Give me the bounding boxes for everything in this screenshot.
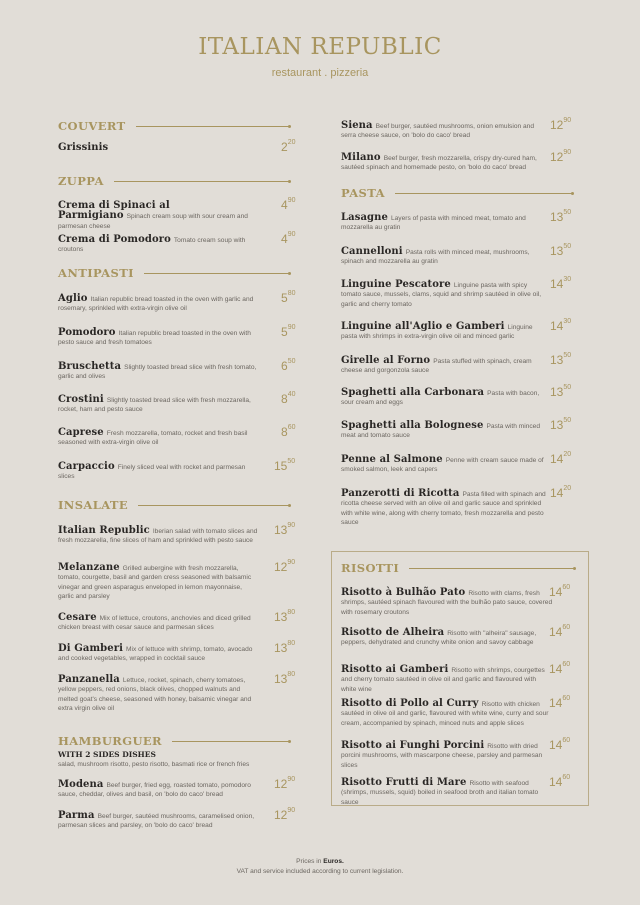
menu-item [341, 209, 579, 233]
menu-item [341, 149, 579, 173]
menu-item [58, 609, 298, 633]
price-decimals: 80 [287, 609, 296, 616]
item-description: Risotto with dried porcini mushrooms, with mascarpone cheese, parsley and parmesan slices [341, 743, 543, 769]
section-header-pasta [341, 186, 573, 200]
price-int: 13 [274, 610, 288, 624]
price-decimals: 20 [563, 485, 572, 492]
item-price [550, 385, 571, 399]
price-int: 14 [549, 775, 563, 789]
item-name: Risotto de Alheira [341, 627, 445, 638]
price-int: 14 [549, 738, 563, 752]
menu-item [58, 458, 298, 482]
item-name: Girelle al Forno [341, 355, 431, 366]
item-description: Beef burger, sautéed mushrooms, caramelised onion, parmesan slices and parsley, on 'bolo do caco' bread [58, 813, 255, 830]
section-divider [172, 741, 290, 742]
item-price [281, 198, 295, 212]
restaurant-subtitle: restaurant . pizzeria [271, 67, 369, 79]
item-name: Bruschetta [58, 361, 122, 372]
menu-item [341, 451, 579, 475]
price-int: 8 [281, 425, 288, 439]
item-description: Italian republic bread toasted in the oven with garlic and rosemary, sprinkled with extra-virgin olive oil [58, 296, 254, 313]
item-description: Tomato cream soup with croutons [58, 237, 246, 254]
item-name: Linguine Pescatore [341, 279, 451, 290]
item-name: Panzanella [58, 674, 120, 685]
item-name: Linguine all'Aglio e Gamberi [341, 321, 505, 332]
price-int: 14 [549, 625, 563, 639]
menu-item [341, 737, 579, 770]
item-name: Di Gamberi [58, 643, 123, 654]
item-price [274, 610, 295, 624]
section-title: HAMBURGUER [58, 734, 162, 748]
price-int: 14 [550, 452, 564, 466]
menu-item [58, 559, 298, 601]
section-header-hamburguer [58, 734, 290, 748]
price-int: 13 [550, 418, 564, 432]
section-header-couvert [58, 119, 290, 133]
item-description: Italian republic bread toasted in the oven with pesto sauce and fresh tomatoes [58, 330, 251, 347]
price-decimals: 80 [287, 640, 296, 647]
item-price [550, 452, 571, 466]
item-price [549, 775, 570, 789]
price-int: 8 [281, 392, 288, 406]
item-description: Pasta with bacon, sour cream and eggs [341, 390, 540, 407]
price-int: 12 [274, 560, 288, 574]
menu-item [58, 807, 298, 831]
item-name: Cesare [58, 612, 97, 623]
menu-item [58, 776, 298, 800]
price-int: 14 [549, 662, 563, 676]
section-divider [409, 568, 575, 569]
price-int: 12 [550, 150, 564, 164]
item-description: Pasta filled with spinach and ricotta cheese served with an olive oil and garlic sauce and sprinkled with white wine, along with cherry tomato, fresh mozzarella and pesto sauce [341, 491, 546, 526]
menu-item [341, 318, 579, 342]
item-description: Risotto with "alheira" sausage, peppers, dehydrated and crunchy white onion and savoy cabbage [341, 630, 537, 647]
section-header-antipasti [58, 266, 290, 280]
price-decimals: 60 [562, 737, 571, 744]
item-price [550, 210, 571, 224]
item-price [274, 641, 295, 655]
item-description: Linguine pasta with shrimps in extra-virgin olive oil and minced garlic [341, 324, 533, 341]
menu-item [341, 384, 579, 408]
menu-item [341, 276, 579, 309]
item-price [281, 425, 295, 439]
item-price [274, 523, 295, 537]
item-price [550, 150, 571, 164]
item-price [281, 291, 295, 305]
price-decimals: 50 [563, 209, 572, 216]
item-description: Slightly toasted bread slice with fresh mozzarella, rocket, ham and pesto sauce [58, 397, 251, 414]
item-price [550, 486, 571, 500]
item-name: Panzerotti di Ricotta [341, 488, 460, 499]
price-int: 13 [550, 244, 564, 258]
item-name: Crema di Pomodoro [58, 234, 171, 245]
price-int: 6 [281, 359, 288, 373]
price-int: 13 [550, 210, 564, 224]
item-name: Risotto ai Funghi Porcini [341, 740, 485, 751]
item-description: Pasta stuffed with spinach, cream cheese and gorgonzola sauce [341, 358, 532, 375]
menu-item [58, 324, 298, 348]
item-name: Italian Republic [58, 525, 150, 536]
item-name: Spaghetti alla Carbonara [341, 387, 485, 398]
price-decimals: 90 [287, 231, 296, 238]
price-int: 14 [550, 319, 564, 333]
price-int: 2 [281, 140, 288, 154]
item-name: Carpaccio [58, 461, 115, 472]
section-divider [114, 181, 290, 182]
price-int: 5 [281, 325, 288, 339]
item-description: Iberian salad with tomato slices and fresh mozzarella, fine slices of ham and sprinkled with pesto sauce [58, 528, 258, 545]
item-price [274, 672, 295, 686]
section-title: PASTA [341, 186, 385, 200]
price-decimals: 90 [287, 807, 296, 814]
price-int: 15 [274, 459, 288, 473]
price-decimals: 30 [563, 318, 572, 325]
menu-item [58, 522, 298, 546]
item-description: Linguine pasta with spicy tomato sauce, mussels, clams, squid and shrimp sautéed in olive oil, garlic and cherry tomato [341, 282, 542, 308]
section-header-risotti [341, 561, 575, 575]
item-name: Penne al Salmone [341, 454, 443, 465]
price-decimals: 50 [563, 384, 572, 391]
section-title: ANTIPASTI [58, 266, 134, 280]
item-description: Mix of lettuce with shrimp, tomato, avocado and cooked vegetables, wrapped in cocktail sauce [58, 646, 253, 663]
item-description: Finely sliced veal with rocket and parmesan slices [58, 464, 246, 481]
menu-item [341, 485, 579, 527]
item-description: Beef burger, fresh mozzarella, crispy dry-cured ham, sautéed spinach and homemade pesto, on 'bolo do caco' bread [341, 155, 537, 172]
item-price [281, 325, 295, 339]
item-description: Fresh mozzarella, tomato, rocket and fresh basil seasoned with extra-virgin olive oil [58, 430, 248, 447]
restaurant-title: ITALIAN REPUBLIC [198, 34, 442, 60]
footer-prices-prefix: Prices in [296, 858, 322, 865]
price-decimals: 60 [287, 424, 296, 431]
menu-item [58, 139, 298, 154]
price-int: 13 [550, 385, 564, 399]
item-name: Caprese [58, 427, 104, 438]
item-price [549, 696, 570, 710]
section-divider [144, 273, 290, 274]
item-name: Spaghetti alla Bolognese [341, 420, 484, 431]
price-decimals: 60 [562, 624, 571, 631]
price-decimals: 90 [287, 324, 296, 331]
price-int: 13 [274, 672, 288, 686]
price-decimals: 90 [287, 522, 296, 529]
menu-item [341, 117, 579, 141]
item-name: Lasagne [341, 212, 388, 223]
item-price [281, 232, 295, 246]
item-description: Grilled aubergine with fresh mozzarella, tomato, courgette, basil and garden cress seasoned with balsamic vinegar and green asparagus enveloped in lemon mayonnaise, garlic and parsley [58, 565, 252, 600]
price-decimals: 80 [287, 290, 296, 297]
price-decimals: 90 [563, 117, 572, 124]
item-price [274, 459, 295, 473]
price-int: 12 [274, 777, 288, 791]
price-int: 12 [274, 808, 288, 822]
item-price [550, 319, 571, 333]
price-decimals: 60 [562, 584, 571, 591]
price-decimals: 90 [287, 559, 296, 566]
item-price [549, 738, 570, 752]
section-divider [136, 126, 290, 127]
section-header-insalate [58, 498, 290, 512]
menu-item [341, 417, 579, 441]
price-decimals: 50 [563, 352, 572, 359]
menu-item [341, 774, 579, 807]
item-description: Lettuce, rocket, spinach, cherry tomatoes, yellow peppers, red onions, black olives, chopped walnuts and melted goat's cheese, seasoned with honey, balsamic vinegar and extra virgin olive oil [58, 677, 252, 712]
menu-item [58, 671, 298, 713]
item-name: Crostini [58, 394, 104, 405]
section-title: INSALATE [58, 498, 129, 512]
price-int: 13 [274, 641, 288, 655]
item-price [274, 808, 295, 822]
item-name: Modena [58, 779, 104, 790]
item-description: Beef burger, sautéed mushrooms, onion emulsion and serra cheese sauce, on 'bolo do caco' bread [341, 123, 534, 140]
item-description: Risotto with seafood (shrimps, mussels, squid) boiled in seafood broth and italian tomato sauce [341, 780, 539, 806]
section-title: RISOTTI [341, 561, 400, 575]
price-decimals: 40 [287, 391, 296, 398]
menu-item [58, 197, 298, 231]
menu-item [58, 231, 298, 255]
price-decimals: 90 [287, 776, 296, 783]
item-price [549, 662, 570, 676]
footer-vat-note: VAT and service included according to current legislation. [236, 868, 404, 875]
item-price [281, 392, 295, 406]
price-decimals: 50 [287, 458, 296, 465]
price-int: 12 [550, 118, 564, 132]
menu-item [58, 640, 298, 664]
menu-item [341, 624, 579, 648]
item-price [281, 140, 295, 154]
item-price [550, 277, 571, 291]
menu-item [341, 243, 579, 267]
item-description: Pasta rolls with minced meat, mushrooms, spinach and mozzarella au gratin [341, 249, 530, 266]
menu-item [341, 584, 579, 617]
item-description: Layers of pasta with minced meat, tomato and mozzarella au gratin [341, 215, 526, 232]
menu-item [58, 424, 298, 448]
price-int: 5 [281, 291, 288, 305]
item-name: Risotto Frutti di Mare [341, 777, 467, 788]
price-decimals: 50 [563, 243, 572, 250]
item-price [550, 118, 571, 132]
price-int: 13 [274, 523, 288, 537]
price-decimals: 80 [287, 671, 296, 678]
item-name: Siena [341, 120, 373, 131]
item-description: Risotto with chicken sautéed in olive oil and garlic, flavoured with white wine, curry and sour cream, accompanied by spinach, minced nuts and apple slices [341, 701, 549, 727]
item-name: Crema di Spinaci al Parmigiano [58, 200, 170, 222]
section-divider [395, 193, 573, 194]
section-header-zuppa [58, 174, 290, 188]
item-description: Risotto with clams, fresh shrimps, sautéed spinach flavoured with the bulhão pato sauce, covered with rosemary croutons [341, 590, 553, 616]
item-description: Slightly toasted bread slice with fresh tomato, garlic and olives [58, 364, 257, 381]
item-price [274, 560, 295, 574]
item-description: Pasta with minced meat and tomato sauce [341, 423, 540, 440]
item-name: Risotto ai Gamberi [341, 664, 449, 675]
item-price [550, 244, 571, 258]
price-int: 4 [281, 232, 288, 246]
footer-currency-value: Euros. [323, 858, 344, 865]
section-subtitle-description: salad, mushroom risotto, pesto risotto, basmati rice or french fries [58, 761, 250, 768]
item-description: Mix of lettuce, croutons, anchovies and diced grilled chicken breast with cesar sauce and parmesan slices [58, 615, 251, 632]
item-price [550, 418, 571, 432]
price-int: 14 [549, 696, 563, 710]
item-name: Milano [341, 152, 381, 163]
menu-item [58, 391, 298, 415]
price-decimals: 20 [287, 139, 296, 146]
price-int: 4 [281, 198, 288, 212]
price-int: 13 [550, 353, 564, 367]
price-decimals: 90 [287, 197, 296, 204]
item-price [550, 353, 571, 367]
section-title: COUVERT [58, 119, 126, 133]
menu-item [341, 661, 579, 694]
item-name: Parma [58, 810, 95, 821]
price-decimals: 90 [563, 149, 572, 156]
price-int: 14 [550, 277, 564, 291]
item-name: Melanzane [58, 562, 120, 573]
item-price [274, 777, 295, 791]
item-description: Penne with cream sauce made of smoked salmon, leek and capers [341, 457, 544, 474]
item-name: Risotto di Pollo al Curry [341, 698, 479, 709]
item-description: Beef burger, fried egg, roasted tomato, pomodoro sauce, cheddar, olives and basil, on 'bolo do caco' bread [58, 782, 251, 799]
menu-item [58, 290, 298, 314]
item-price [549, 585, 570, 599]
section-title: ZUPPA [58, 174, 104, 188]
item-name: Cannelloni [341, 246, 403, 257]
menu-item [341, 695, 579, 728]
item-name: Grissinis [58, 142, 109, 153]
price-decimals: 30 [563, 276, 572, 283]
price-decimals: 50 [287, 358, 296, 365]
item-name: Pomodoro [58, 327, 116, 338]
item-name: Risotto à Bulhão Pato [341, 587, 466, 598]
item-price [281, 359, 295, 373]
item-description: Spinach cream soup with sour cream and parmesan cheese [58, 213, 248, 230]
price-decimals: 50 [563, 417, 572, 424]
price-int: 14 [549, 585, 563, 599]
price-decimals: 60 [562, 661, 571, 668]
section-subtitle: WITH 2 SIDES DISHES [58, 750, 156, 759]
price-int: 14 [550, 486, 564, 500]
item-name: Aglio [58, 293, 88, 304]
item-price [549, 625, 570, 639]
footer-currency [0, 858, 640, 865]
price-decimals: 60 [562, 695, 571, 702]
price-decimals: 20 [563, 451, 572, 458]
price-decimals: 60 [562, 774, 571, 781]
menu-item [58, 358, 298, 382]
section-divider [138, 505, 290, 506]
item-description: Risotto with shrimps, courgettes and cherry tomato sautéed in olive oil and garlic and flavoured with white wine [341, 667, 545, 693]
menu-item [341, 352, 579, 376]
